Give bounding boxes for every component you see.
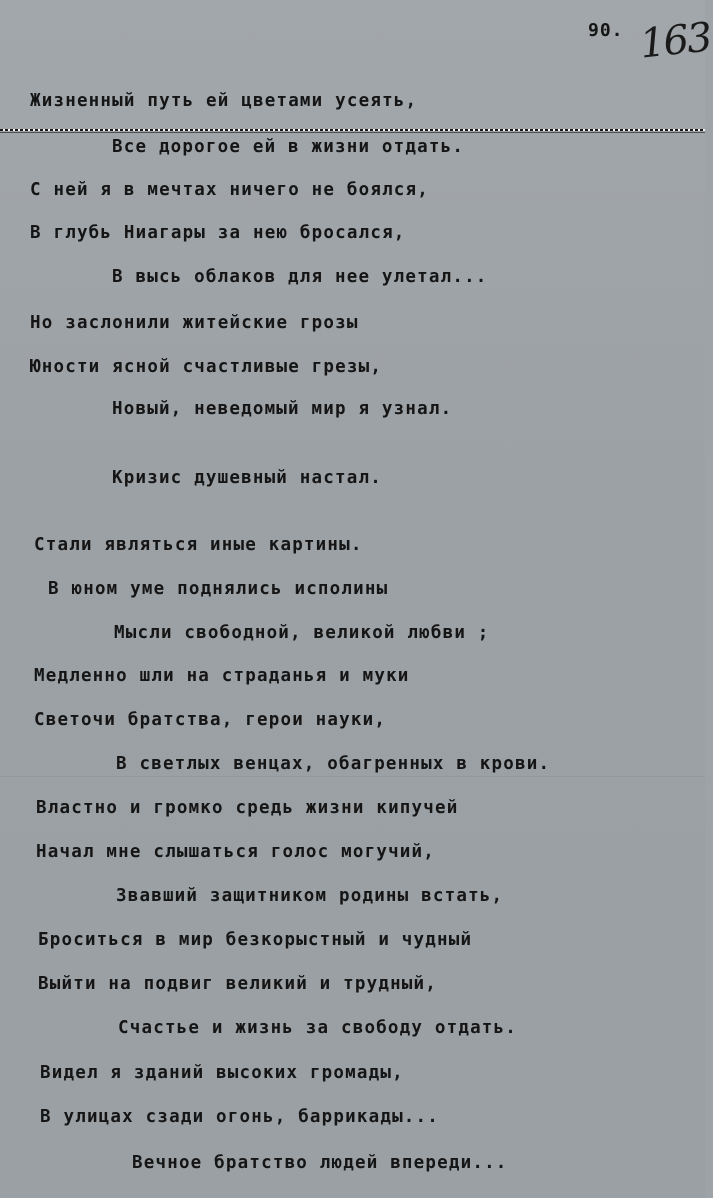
page-crease <box>0 776 705 777</box>
poem-line: Начал мне слышаться голос могучий, <box>36 842 436 862</box>
poem-line: Медленно шли на страданья и муки <box>34 666 410 686</box>
page-fold-shadow <box>0 132 705 133</box>
page-number: 90. <box>588 20 624 41</box>
poem-line: В глубь Ниагары за нею бросался, <box>30 223 406 243</box>
poem-line: Видел я зданий высоких громады, <box>40 1063 404 1083</box>
poem-line: В высь облаков для нее улетал... <box>112 267 488 287</box>
poem-line: Все дорогое ей в жизни отдать. <box>112 137 465 157</box>
poem-line: В юном уме поднялись исполины <box>48 579 389 599</box>
page-fold-line <box>0 129 705 131</box>
poem-line: Выйти на подвиг великий и трудный, <box>38 974 438 994</box>
poem-line: Счастье и жизнь за свободу отдать. <box>118 1018 518 1038</box>
poem-line: В светлых венцах, обагренных в крови. <box>116 754 551 774</box>
poem-line: Властно и громко средь жизни кипучей <box>36 798 459 818</box>
poem-line: Но заслонили житейские грозы <box>30 313 359 333</box>
poem-line: Кризис душевный настал. <box>112 468 382 488</box>
poem-line: Юности ясной счастливые грезы, <box>30 357 383 377</box>
poem-line: Новый, неведомый мир я узнал. <box>112 399 453 419</box>
poem-line: Жизненный путь ей цветами усеять, <box>30 91 418 111</box>
handwritten-folio-number: 163 <box>637 14 713 68</box>
poem-line: С ней я в мечтах ничего не боялся, <box>30 180 430 200</box>
poem-line: Вечное братство людей впереди... <box>132 1153 508 1173</box>
poem-line: Броситься в мир безкорыстный и чудный <box>38 930 473 950</box>
poem-line: Стали являться иные картины. <box>34 535 363 555</box>
poem-line: В улицах сзади огонь, баррикады... <box>40 1107 440 1127</box>
poem-line: Светочи братства, герои науки, <box>34 710 387 730</box>
poem-line: Звавший защитником родины встать, <box>116 886 504 906</box>
poem-line: Мысли свободной, великой любви ; <box>114 623 490 643</box>
